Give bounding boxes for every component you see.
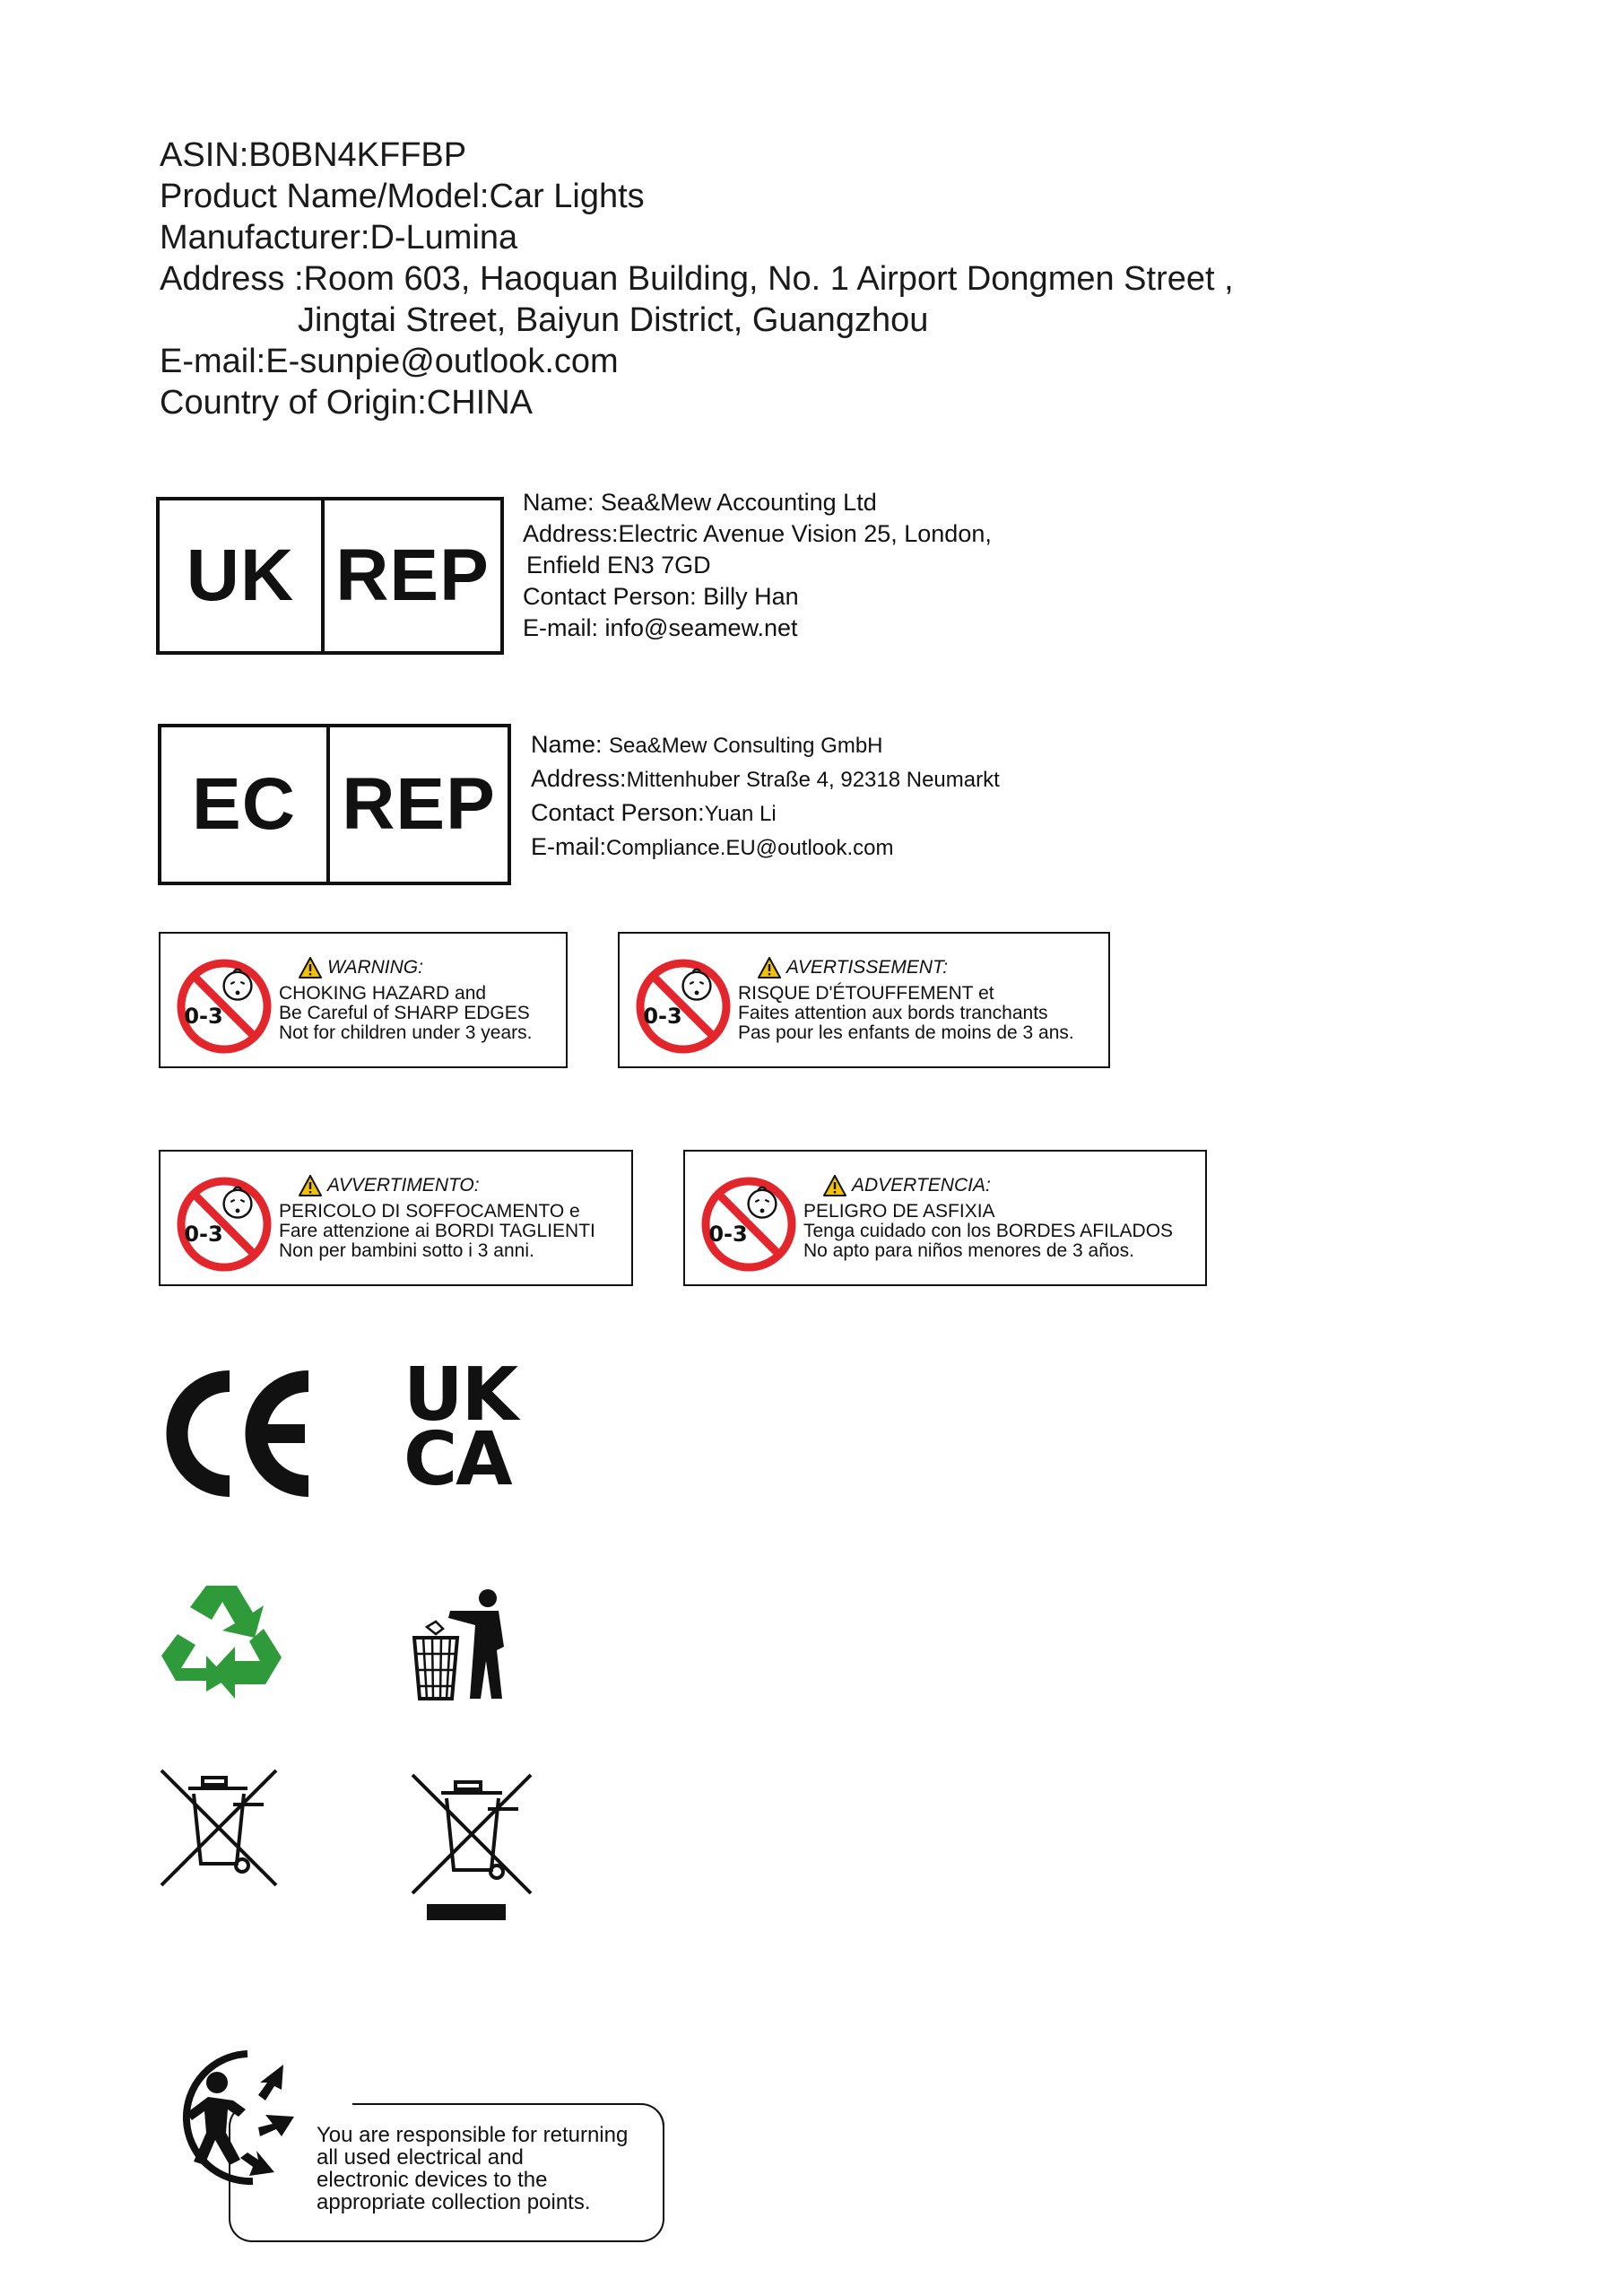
ec-rep-address-label: Address: xyxy=(531,765,627,792)
ec-rep-email: Compliance.EU@outlook.com xyxy=(606,836,894,860)
uk-rep-badge xyxy=(156,497,504,655)
ukca-mark-icon xyxy=(404,1352,531,1502)
warning-triangle-icon xyxy=(299,957,322,978)
warning-line-1: PERICOLO DI SOFFOCAMENTO e xyxy=(279,1201,580,1222)
ec-rep-contact-label: Contact Person: xyxy=(531,799,705,826)
address-line-2: Jingtai Street, Baiyun District, Guangzhou xyxy=(298,301,929,339)
ec-rep-right: REP xyxy=(326,727,508,882)
warning-line-3: Pas pour les enfants de moins de 3 ans. xyxy=(738,1022,1074,1043)
country-of-origin: Country of Origin:CHINA xyxy=(160,384,534,422)
warning-line-2: Be Careful of SHARP EDGES xyxy=(279,1003,530,1023)
weee-crossed-bin-icon xyxy=(158,1767,280,1889)
ce-mark-icon xyxy=(160,1369,312,1499)
notice-line-3: electronic devices to the xyxy=(317,2168,548,2192)
warning-line-1: PELIGRO DE ASFIXIA xyxy=(803,1201,995,1222)
no-children-0-3-icon xyxy=(175,957,273,1056)
warning-triangle-icon xyxy=(823,1175,846,1196)
age-label: 0-3 xyxy=(708,1222,748,1247)
uk-rep-right: REP xyxy=(321,500,500,651)
notice-line-4: appropriate collection points. xyxy=(317,2190,591,2214)
warning-box-it xyxy=(159,1150,633,1286)
asin: ASIN:B0BN4KFFBP xyxy=(160,136,467,174)
warning-head: AVERTISSEMENT: xyxy=(786,957,949,978)
age-label: 0-3 xyxy=(643,1004,682,1029)
notice-line-1: You are responsible for returning xyxy=(317,2123,629,2147)
ec-rep-left: EC xyxy=(192,763,296,845)
notice-line-2: all used electrical and xyxy=(317,2145,524,2170)
warning-line-2: Fare attenzione ai BORDI TAGLIENTI xyxy=(279,1221,595,1241)
ec-rep-name-label: Name: xyxy=(531,731,603,758)
warning-head: AVVERTIMENTO: xyxy=(327,1175,480,1196)
warning-head: ADVERTENCIA: xyxy=(852,1175,991,1196)
warning-line-3: Non per bambini sotto i 3 anni. xyxy=(279,1240,534,1261)
uk-rep-address-1: Address:Electric Avenue Vision 25, London, xyxy=(523,520,992,547)
ec-rep-address: Mittenhuber Straße 4, 92318 Neumarkt xyxy=(626,768,1000,792)
uk-rep-details xyxy=(523,487,992,644)
no-children-0-3-icon xyxy=(175,1175,273,1274)
uk-rep-address-2: Enfield EN3 7GD xyxy=(526,552,711,578)
warning-box-es xyxy=(683,1150,1207,1286)
ec-rep-email-label: E-mail: xyxy=(531,833,607,860)
no-children-0-3-icon xyxy=(699,1175,798,1274)
email: E-mail:E-sunpie@outlook.com xyxy=(160,343,619,380)
warning-box-fr xyxy=(618,932,1110,1068)
weee-crossed-bin-bar-icon xyxy=(409,1771,534,1922)
warning-line-2: Faites attention aux bords tranchants xyxy=(738,1003,1048,1023)
ukca-bottom: CA xyxy=(404,1417,511,1502)
manufacturer: Manufacturer:D-Lumina xyxy=(160,219,518,257)
warning-head: WARNING: xyxy=(327,957,423,978)
warning-line-3: No apto para niños menores de 3 años. xyxy=(803,1240,1134,1261)
product-name: Product Name/Model:Car Lights xyxy=(160,178,645,215)
recycle-icon xyxy=(160,1580,289,1702)
warning-triangle-icon xyxy=(758,957,781,978)
warning-box-en xyxy=(159,932,568,1068)
uk-rep-email: E-mail: info@seamew.net xyxy=(523,614,798,641)
uk-rep-contact: Contact Person: Billy Han xyxy=(523,583,799,610)
warning-line-2: Tenga cuidado con los BORDES AFILADOS xyxy=(803,1221,1174,1241)
ec-rep-contact: Yuan Li xyxy=(704,802,777,826)
no-children-0-3-icon xyxy=(634,957,733,1056)
ec-rep-details xyxy=(531,728,1000,865)
uk-rep-left: UK xyxy=(186,535,295,616)
notice-text xyxy=(317,2124,628,2213)
address-line-1: Address :Room 603, Haoquan Building, No. 1 Airport Dongmen Street , xyxy=(160,260,1234,298)
ukca-top: UK xyxy=(404,1352,517,1438)
uk-rep-name: Name: Sea&Mew Accounting Ltd xyxy=(523,489,877,516)
warning-line-1: RISQUE D'ÉTOUFFEMENT et xyxy=(738,983,994,1004)
warning-line-1: CHOKING HAZARD and xyxy=(279,983,487,1004)
ec-rep-badge xyxy=(158,724,511,885)
warning-line-3: Not for children under 3 years. xyxy=(279,1022,533,1043)
age-label: 0-3 xyxy=(184,1004,223,1029)
ec-rep-name: Sea&Mew Consulting GmbH xyxy=(609,734,883,758)
product-info xyxy=(160,135,1234,423)
age-label: 0-3 xyxy=(184,1222,223,1247)
warning-triangle-icon xyxy=(299,1175,322,1196)
tidyman-icon xyxy=(412,1587,513,1702)
